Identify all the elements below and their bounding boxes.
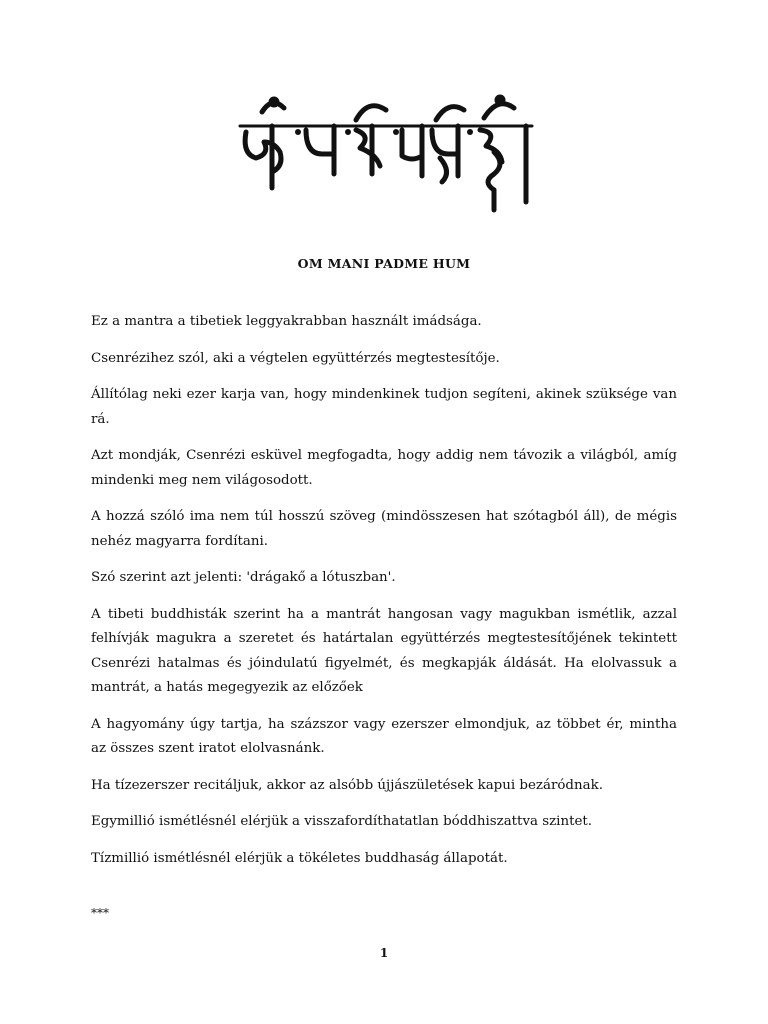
page-number: 1 [379,946,389,960]
paragraph: Ha tízezerszer recitáljuk, akkor az alsóbb újjászületések kapui bezáródnak. [91,777,603,793]
tibetan-mantra-calligraphy [236,92,536,214]
paragraph: A tibeti buddhisták szerint ha a mantrát hangosan vagy magukban ismétlik, azzal felhívják magukra a szeretet és határtalan együttérzés megtestesítőjének tekintett Csenrézi hatalmas és jóindulatú figyelmét, és megkapják áldását. Ha elolvassuk a mantrát, a hatás megegyezik az előzőek [91,606,677,695]
body-text [91,310,677,883]
paragraph: A hozzá szóló ima nem túl hosszú szöveg (mindösszesen hat szótagból áll), de mégis nehéz magyarra fordítani. [91,509,677,549]
section-separator: *** [91,906,109,920]
paragraph: Csenrézihez szól, aki a végtelen együttérzés megtestesítője. [91,350,500,366]
paragraph: Állítólag neki ezer karja van, hogy mindenkinek tudjon segíteni, akinek szüksége van rá. [91,387,677,427]
paragraph: A hagyomány úgy tartja, ha százszor vagy ezerszer elmondjuk, az többet ér, mintha az összes szent iratot elolvasnánk. [91,716,677,756]
paragraph: Szó szerint azt jelenti: 'drágakő a lótuszban'. [91,570,396,585]
paragraph: Tízmillió ismétlésnél elérjük a tökéletes buddhaság állapotát. [91,850,508,866]
paragraph: Azt mondják, Csenrézi esküvel megfogadta, hogy addig nem távozik a világból, amíg mindenki meg nem világosodott. [91,448,677,488]
document-title: OM MANI PADME HUM [297,256,471,271]
paragraph: Ez a mantra a tibetiek leggyakrabban használt imádsága. [91,314,482,329]
paragraph: Egymillió ismétlésnél elérjük a visszafordíthatatlan bóddhiszattva szintet. [91,814,593,829]
